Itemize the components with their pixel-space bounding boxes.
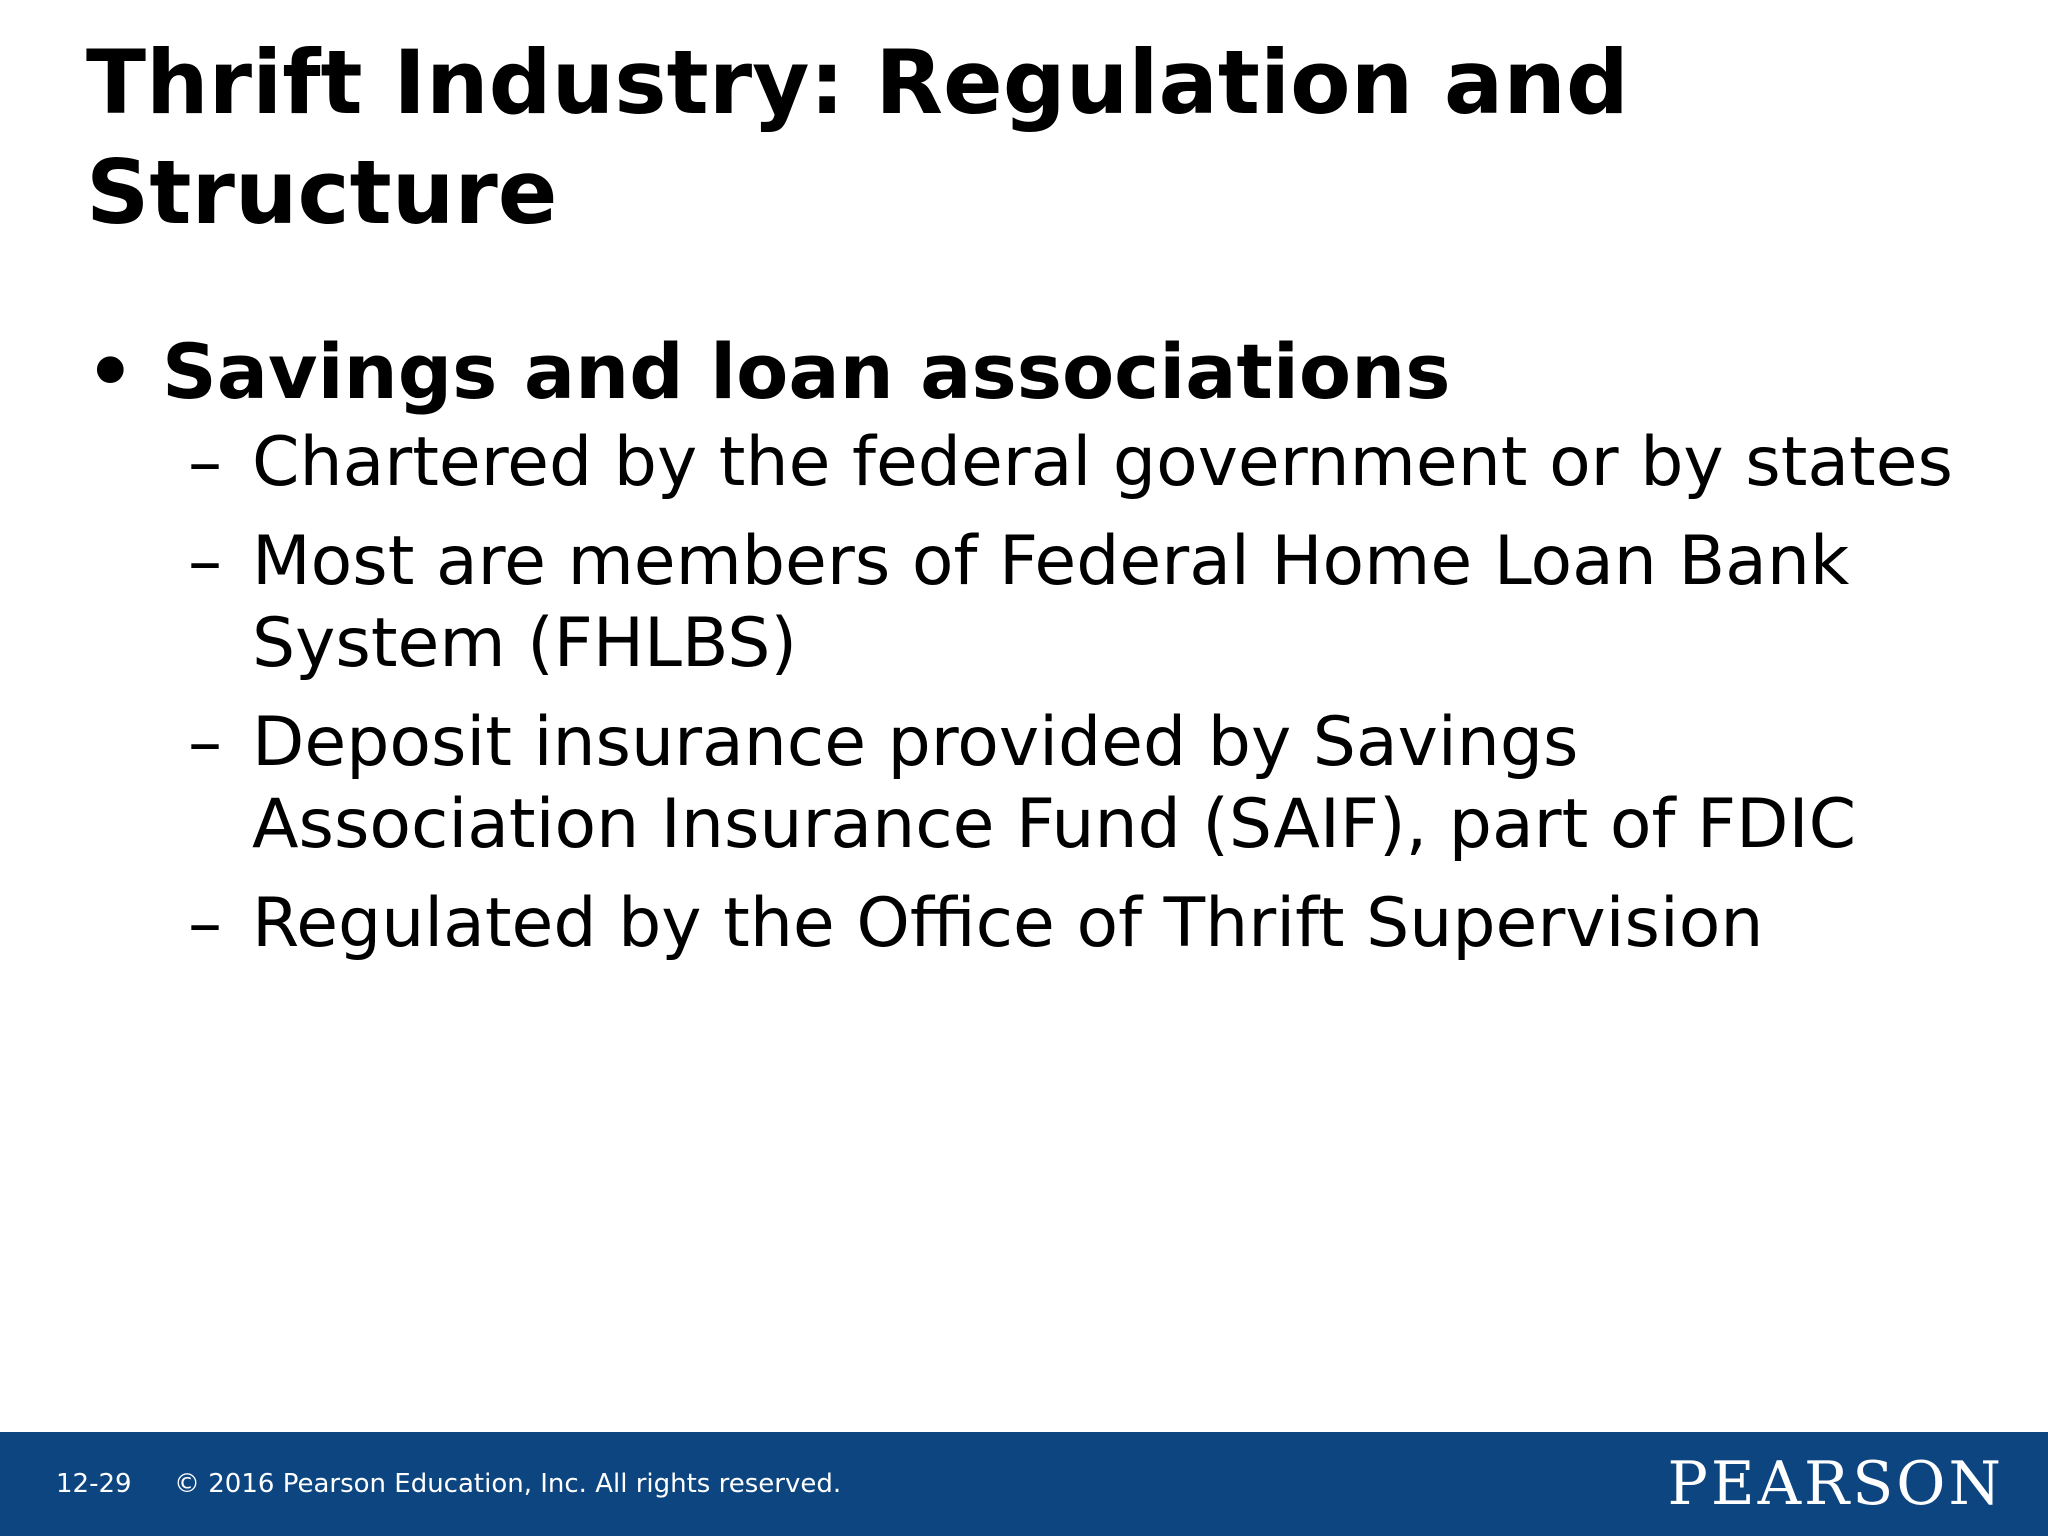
dash-marker: – — [188, 522, 222, 601]
main-bullet — [86, 322, 1986, 422]
sub-bullet-item — [86, 702, 1986, 866]
slide-title: Thrift Industry: Regulation and Structure — [86, 31, 1629, 244]
pearson-logo: PEARSON — [1667, 1449, 2004, 1519]
sub-bullet-text: Regulated by the Office of Thrift Supervision — [252, 884, 1764, 963]
sub-bullet-item — [86, 883, 1986, 965]
copyright-notice: © 2016 Pearson Education, Inc. All rights reserved. — [174, 1469, 842, 1499]
main-bullet-text: Savings and loan associations — [162, 327, 1451, 416]
sub-bullet-text: Most are members of Federal Home Loan Bank System (FHLBS) — [252, 522, 1850, 683]
sub-bullet-item — [86, 422, 1986, 504]
dash-marker: – — [188, 703, 222, 782]
sub-bullet-text: Chartered by the federal government or by states — [252, 423, 1953, 502]
footer-bar — [0, 1432, 2048, 1536]
sub-bullet-list — [86, 422, 1986, 965]
sub-bullet-text: Deposit insurance provided by Savings Association Insurance Fund (SAIF), part of FDIC — [252, 703, 1857, 864]
slide-number: 12-29 — [56, 1469, 132, 1499]
dash-marker: – — [188, 423, 222, 502]
slide-content — [86, 322, 1986, 982]
sub-bullet-item — [86, 521, 1986, 685]
bullet-marker: • — [86, 327, 135, 416]
dash-marker: – — [188, 884, 222, 963]
